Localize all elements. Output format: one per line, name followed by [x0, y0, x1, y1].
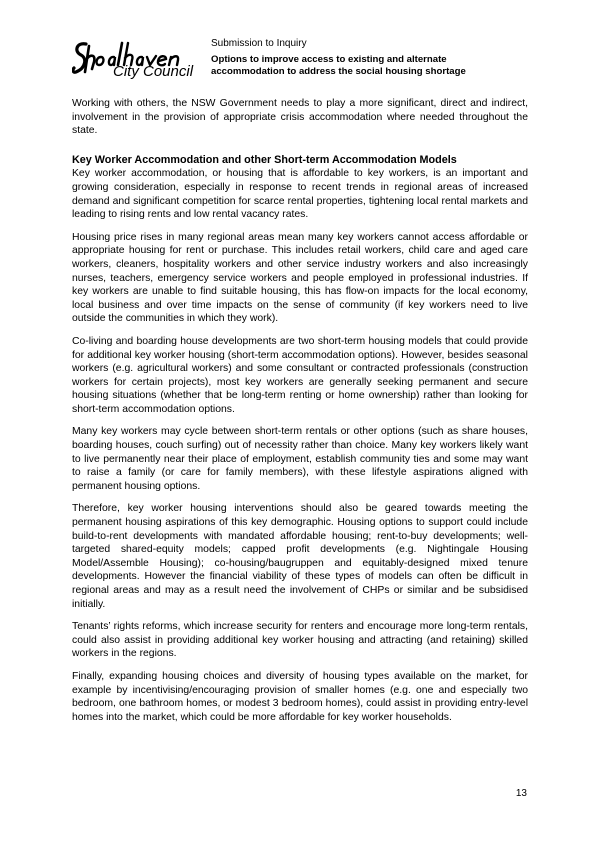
document-body — [72, 97, 528, 733]
council-logo-mark — [72, 38, 208, 80]
svg-text:City Council: City Council — [113, 63, 194, 80]
body-paragraph-3: Co-living and boarding house developments are two short-term housing models that could provide for additional key worker housing (short-term accommodation options). However, besides seasonal workers (e.g. agricultural workers) and some consultant or contracted professionals (construction workers for certain projects), most key workers are generally seeking permanent and secure housing situations (whether that be long-term renting or home ownership) rather than looking for short-term accommodation options. — [72, 335, 528, 415]
intro-paragraph: Working with others, the NSW Government needs to play a more significant, direct and indirect, involvement in the provision of appropriate crisis accommodation where needed throughout the state. — [72, 98, 528, 137]
header-text — [211, 37, 551, 78]
body-paragraph-7: Finally, expanding housing choices and diversity of housing types available on the market, for example by incentivising/encouraging provision of smaller homes (e.g. one and especially two bedroom, one bathroom homes, or modest 3 bedroom homes), could assist in providing entry-level homes into the market, which could be more affordable for key worker households. — [72, 670, 528, 723]
body-paragraph-2: Housing price rises in many regional areas mean many key workers cannot access affordable or appropriate housing for rent or purchase. This includes retail workers, child care and aged care workers, cleaners, hospitality workers and other service industry workers and also increasingly nurses, teachers, emergency service workers and people employed in professional industries. If key workers are unable to find suitable housing, this has flow-on impacts for the local economy, local business and over time impacts on the sense of community (if key workers need to live outside the communities in which they work). — [72, 231, 528, 325]
page-header — [72, 34, 542, 84]
body-paragraph-4: Many key workers may cycle between short-term rentals or other options (such as share houses, boarding houses, couch surfing) out of necessity rather than choice. Many key workers likely want to live permanently near their place of employment, establish community ties and some may want to raise a family (or care for family members), with these lifestyle aspirations aligned with permanent housing options. — [72, 426, 528, 492]
document-kicker: Submission to Inquiry — [211, 38, 307, 49]
body-paragraph-1: Key worker accommodation, or housing that is affordable to key workers, is an important and growing consideration, especially in response to recent trends in regional areas of increased demand and significant competition for scarce rental properties, tightening local rental markets and leading to rising rents and low rental vacancy rates. — [72, 168, 528, 221]
document-title — [211, 54, 551, 78]
body-paragraph-6: Tenants’ rights reforms, which increase security for renters and encourage more long-term rentals, could also assist in providing additional key worker housing and attracting (and retaining) skilled workers in the regions. — [72, 621, 528, 660]
page-number: 13 — [515, 788, 527, 799]
section-heading: Key Worker Accommodation and other Short-term Accommodation Models — [72, 153, 457, 166]
document-title-line-2: accommodation to address the social housing shortage — [211, 66, 466, 77]
document-title-line-1: Options to improve access to existing and alternate — [211, 54, 447, 65]
shoalhaven-city-council-logo — [72, 38, 208, 80]
body-paragraph-5: Therefore, key worker housing interventions should also be geared towards meeting the permanent housing aspirations of this key demographic. Housing options to support could include build-to-rent developments with mandated affordable housing; rent-to-buy developments; well-targeted shared-equity models; capped profit developments (e.g. Nightingale Housing Model/Assemble Housing); co-housing/baugruppen and equitably-designed mixed tenure developments. However the financial viability of these types of models can often be difficult in regional areas and may as a result need the involvement of CHPs or similar and be subsidised initially. — [72, 503, 528, 610]
